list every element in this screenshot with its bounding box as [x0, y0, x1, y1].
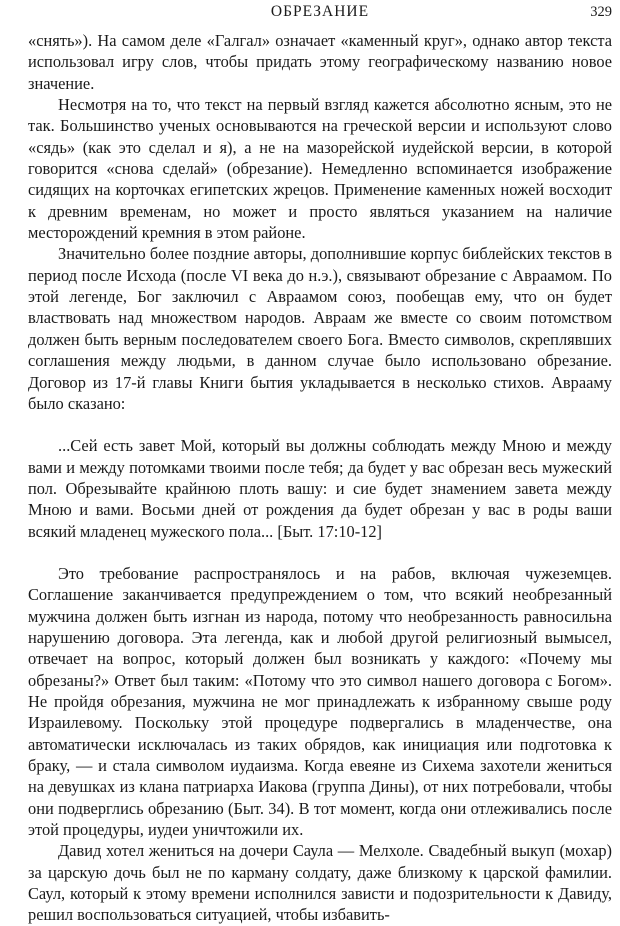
page-body [28, 30, 612, 926]
paragraph: Несмотря на то, что текст на первый взгляд кажется абсолютно ясным, это не так. Большинство ученых основываются на греческой версии и используют слово «сядь» (как это сделал и я), а не на мазорейской иудейской версии, в которой говорится «снова сделай» (обрезание). Немедленно вспоминается изображение сидящих на корточках египетских жрецов. Применение каменных ножей восходит к древним временам, но может и просто являться указанием на наличие месторождений кремния в этом районе. [28, 95, 612, 243]
page-header [28, 2, 612, 30]
page-number: 329 [590, 4, 612, 20]
paragraph: Значительно более поздние авторы, дополнившие корпус библейских текстов в период после Исхода (после VI века до н.э.), связывают обрезание с Авраамом. По этой легенде, Бог заключил с Авраамом союз, пообещав ему, что он будет властвовать над множеством народов. Авраам же вместе со своим потомством должен быть верным последователем своего Бога. Вместо символов, скреплявших соглашения между людьми, в данном случае было использовано обрезание. Договор из 17-й главы Книги бытия укладывается в несколько стихов. Аврааму было сказано: [28, 244, 612, 413]
running-title: ОБРЕЗАНИЕ [270, 3, 370, 20]
paragraph: Это требование распространялось и на рабов, включая чужеземцев. Соглашение заканчивается предупреждением о том, что всякий необрезанный мужчина должен быть изгнан из народа, потому что необрезанность равносильна нарушению договора. Эта легенда, как и любой другой религиозный вымысел, отвечает на вопрос, который должен был возникать у каждого: «Почему мы обрезаны?» Ответ был таким: «Потому что это символ нашего договора с Богом». Не пройдя обрезания, мужчина не мог принадлежать к избранному свыше роду Израилевому. Поскольку этой процедуре подвергались в младенчестве, она автоматически исключалась из таких обрядов, как инициация или подготовка к браку, — и стала символом иудаизма. Когда евеяне из Сихема захотели жениться на девушках из клана патриарха Иакова (группа Дины), от них потребовали, чтобы они подверглись обрезанию (Быт. 34). В тот момент, когда они отлеживались после этой процедуры, иудеи уничтожили их. [28, 563, 612, 840]
paragraph-continuation: «снять»). На самом деле «Галгал» означает «каменный круг», однако автор текста использовал игру слов, чтобы придать этому географическому названию новое значение. [28, 31, 612, 93]
paragraph: Давид хотел жениться на дочери Саула — Мелхоле. Свадебный выкуп (мохар) за царскую дочь был не по карману солдату, даже близкому к царской фамилии. Саул, который к этому времени исполнился зависти и подозрительности к Давиду, решил воспользоваться ситуацией, чтобы избавить- [28, 841, 612, 925]
scripture-quote: ...Сей есть завет Мой, который вы должны соблюдать между Мною и между вами и между потомками твоими после тебя; да будет у вас обрезан весь мужеский пол. Обрезывайте крайнюю плоть вашу: и сие будет знамением завета между Мною и вами. Восьми дней от рождения да будет обрезан у вас в роды ваши всякий младенец мужеского пола... [Быт. 17:10-12] [28, 436, 612, 541]
